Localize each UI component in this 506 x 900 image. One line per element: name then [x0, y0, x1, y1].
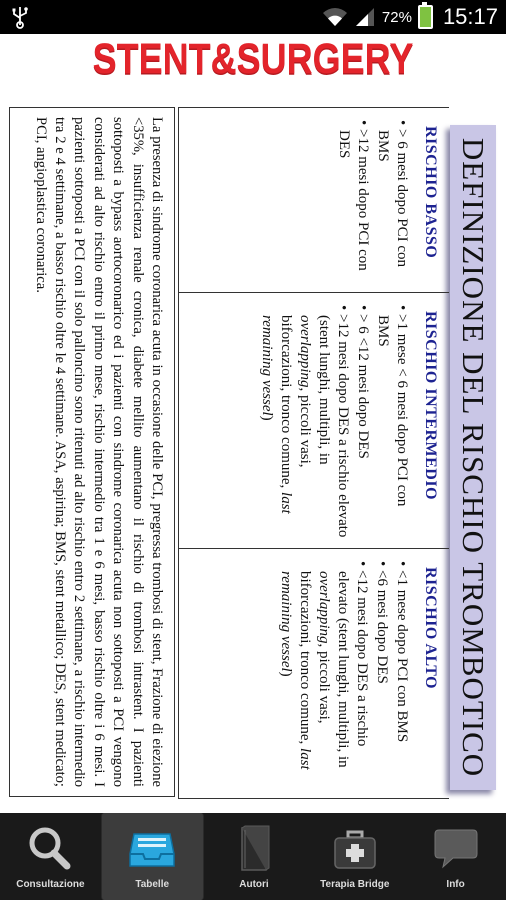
column-header: RISCHIO ALTO [422, 567, 439, 690]
tab-terapia-bridge[interactable] [304, 813, 405, 900]
signal-icon [354, 6, 376, 28]
tab-consultazione[interactable] [0, 813, 101, 900]
clock: 15:17 [442, 4, 498, 29]
footnote-box: La presenza di sindrome coronarica acuta in occasione delle PCI, pregressa trombosi di stent, Frazione di eiezione <35%, insufficienza renale cronica, diabete mellito aumentano il rischio di trombosi intrastent. I pazienti sottoposti a bypass aortocoronarico ed i pazienti con sindrome coronarica acuta non sottoposti a PCI vengono considerati ad alto rischio entro il primo mese, rischio intermedio tra 1 e 6 mesi, basso rischio oltre i 6 mesi. I pazienti sottoposti a PCI con il solo palloncino sono ritenuti ad alto rischio entro 2 settimane, a rischio intermedio tra 2 e 4 settimane, a basso rischio oltre le 4 settimane. ASA, aspirina; BMS, stent metallico; DES, stent medicato; PCI, angioplastica coronarica. [9, 107, 175, 797]
inbox-tray-icon [127, 824, 177, 872]
list-item: • >12 mesi dopo DES a rischio elevato (stent lunghi, multipli, in overlapping, piccoli vasi, biforcazioni, tronco comune, last remaining vessel) [257, 301, 352, 540]
book-icon [229, 824, 279, 872]
tab-label: Info [446, 879, 465, 890]
battery-percent: 72% [381, 8, 412, 26]
tab-label: Consultazione [16, 879, 85, 890]
speech-bubble-icon [431, 824, 481, 872]
column-high-risk [179, 548, 449, 798]
medical-kit-icon [330, 824, 380, 872]
bottom-tab-bar [0, 813, 506, 900]
risk-table [178, 107, 449, 799]
column-intermediate-risk [179, 292, 449, 548]
list-item: • >12 mesi dopo PCI con DES [334, 116, 372, 284]
tab-info[interactable] [405, 813, 506, 900]
column-header: RISCHIO INTERMEDIO [422, 311, 439, 501]
rotated-document [0, 95, 506, 813]
list-item: • <12 mesi dopo DES a rischio elevato (stent lunghi, multipli, in overlapping, piccoli vasi, biforcazioni, tronco comune, last remaining vessel) [276, 557, 371, 790]
document-title: DEFINIZIONE DEL RISCHIO TROMBOTICO [450, 125, 496, 790]
list-item: • <1 mese dopo PCI con BMS [392, 557, 411, 790]
status-bar [0, 0, 506, 34]
magnifier-icon [25, 824, 75, 872]
list-item: • <6 mesi dopo DES [372, 557, 391, 790]
battery-charging-icon [418, 5, 433, 29]
table-image-viewer[interactable] [0, 95, 506, 813]
wifi-icon [322, 6, 348, 28]
app-title: STENT&SURGERY [92, 34, 414, 83]
list-item: • >1 mese < 6 mesi dopo PCI con BMS [373, 301, 411, 540]
usb-icon [8, 5, 32, 29]
tab-tabelle[interactable] [101, 813, 204, 900]
tab-label: Autori [239, 879, 269, 890]
tab-label: Terapia Bridge [320, 879, 390, 890]
tab-autori[interactable] [204, 813, 305, 900]
tab-label: Tabelle [135, 879, 170, 890]
column-low-risk [179, 108, 449, 292]
column-header: RISCHIO BASSO [422, 126, 439, 259]
list-item: • > 6 <12 mesi dopo DES [353, 301, 372, 540]
list-item: • > 6 mesi dopo PCI con BMS [373, 116, 411, 284]
